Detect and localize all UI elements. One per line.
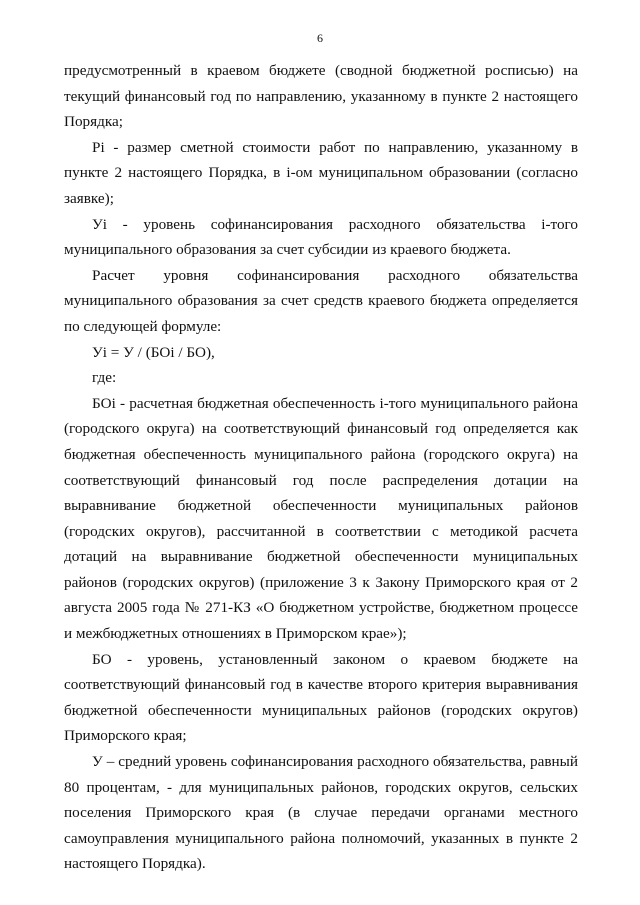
formula: Уi = У / (БОi / БО),: [92, 343, 215, 361]
paragraph-calculation-intro: Расчет уровня софинансирования расходного обязательства муниципального образования за счет средств краевого бюджета определяется по следующей формуле:: [64, 266, 578, 335]
paragraph-boi-definition: БОi - расчетная бюджетная обеспеченность i-того муниципального района (городского округа) на соответствующий финансовый год определяется как бюджетная обеспеченность муниципального района (городского округа) на соответствующий финансовый год после распределения дотации на выравнивание бюджетной обеспеченности муниципальных районов (городских округов), рассчитанной в соответствии с методикой расчета дотаций на выравнивание бюджетной обеспеченности муниципальных районов (городских округов) (приложение 3 к Закону Приморского края от 2 августа 2005 года № 271-КЗ «О бюджетном устройстве, бюджетном процессе и межбюджетных отношениях в Приморском крае»);: [64, 394, 578, 643]
paragraph-pi-definition: Pi - размер сметной стоимости работ по направлению, указанному в пункте 2 настоящего Порядка, в i-ом муниципальном образовании (согласно заявке);: [64, 138, 578, 207]
paragraph-yi-definition: Уi - уровень софинансирования расходного обязательства i-того муниципального образования за счет субсидии из краевого бюджета.: [64, 215, 578, 259]
page-number: 6: [317, 31, 323, 45]
document-body: [64, 58, 578, 877]
paragraph-y-definition: У – средний уровень софинансирования расходного обязательства, равный 80 процентам, - для муниципальных районов, городских округов, сельских поселения Приморского края (в случае передачи органами местного самоуправления муниципального района полномочий, указанных в пункте 2 настоящего Порядка).: [64, 753, 578, 873]
paragraph-bo-definition: БО - уровень, установленный законом о краевом бюджете на соответствующий финансовый год в качестве второго критерия выравнивания бюджетной обеспеченности муниципальных районов (городских округов) Приморского края;: [64, 650, 578, 745]
paragraph-continuation: предусмотренный в краевом бюджете (сводной бюджетной росписью) на текущий финансовый год по направлению, указанному в пункте 2 настоящего Порядка;: [64, 62, 578, 131]
where-label: где:: [92, 369, 117, 387]
